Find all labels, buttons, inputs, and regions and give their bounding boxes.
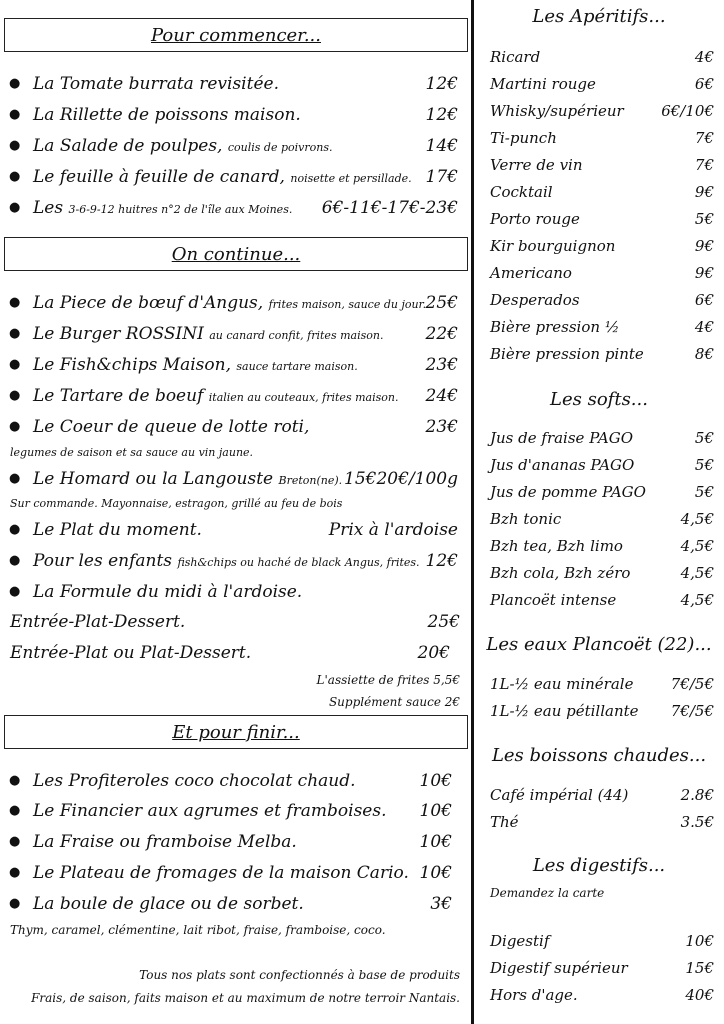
item-name: Le Homard ou la Langouste: [33, 469, 274, 489]
dessert-item: [0, 767, 462, 795]
item-price: 25€: [425, 293, 458, 313]
item-price: 22€: [425, 324, 458, 344]
section-mains-title: On continue...: [4, 237, 468, 271]
item-name: La boule de glace ou de sorbet.: [33, 894, 304, 914]
bullet-icon: ●: [9, 803, 21, 818]
formula-price: 20€: [417, 643, 450, 663]
drink-price: 5€: [694, 210, 714, 228]
main-item: [0, 578, 462, 606]
drink-price: 15€: [685, 959, 714, 977]
main-item: [0, 547, 462, 575]
bullet-icon: ●: [9, 138, 21, 153]
digestifs-note: Demandez la carte: [490, 886, 605, 900]
drink-price: 4,5€: [680, 564, 714, 582]
formula-row: [10, 612, 460, 638]
drink-name: Porto rouge: [490, 210, 580, 228]
drink-row: [490, 102, 714, 128]
main-item: [0, 289, 462, 317]
softs-title: Les softs...: [550, 389, 648, 410]
drink-price: 6€: [694, 291, 714, 309]
drink-row: [490, 48, 714, 74]
dessert-item: [0, 859, 462, 887]
item-price: 24€: [425, 386, 458, 406]
bullet-icon: ●: [9, 169, 21, 184]
drink-price: 4€: [694, 48, 714, 66]
formula-label: Entrée-Plat-Dessert.: [10, 612, 186, 632]
bullet-icon: ●: [9, 865, 21, 880]
drink-name: Jus de fraise PAGO: [490, 429, 634, 447]
drink-price: 5€: [694, 456, 714, 474]
formula-price: 25€: [427, 612, 460, 632]
dessert-item: [0, 890, 462, 918]
bullet-icon: ●: [9, 522, 21, 537]
drink-row: [490, 591, 714, 617]
item-note: sauce tartare maison.: [236, 360, 358, 373]
formula-label: Entrée-Plat ou Plat-Dessert.: [10, 643, 252, 663]
ice-flavors-note: Thym, caramel, clémentine, lait ribot, fraise, framboise, coco.: [10, 923, 386, 937]
bullet-icon: ●: [9, 419, 21, 434]
item-name: Le Tartare de boeuf: [33, 386, 204, 406]
item-price: 10€: [419, 801, 452, 821]
item-note: italien au couteaux, frites maison.: [208, 391, 399, 404]
item-name: La Salade de poulpes,: [33, 136, 223, 156]
starter-item: [0, 101, 462, 129]
drink-name: Hors d'age.: [490, 986, 578, 1004]
item-price: 17€: [425, 167, 458, 187]
item-name: Pour les enfants: [33, 551, 173, 571]
item-price: 6€-11€-17€-23€: [321, 198, 458, 218]
drink-row: [490, 264, 714, 290]
item-name: Le Burger ROSSINI: [33, 324, 204, 344]
drink-name: Verre de vin: [490, 156, 583, 174]
item-name: Les Profiteroles coco chocolat chaud.: [33, 771, 356, 791]
formula-row: [10, 643, 460, 669]
drink-price: 4,5€: [680, 510, 714, 528]
drink-row: [490, 210, 714, 236]
item-note: noisette et persillade.: [290, 172, 412, 185]
drink-row: [490, 959, 714, 985]
item-price: 10€: [419, 863, 452, 883]
item-name: La Formule du midi à l'ardoise.: [33, 582, 303, 602]
drink-price: 5€: [694, 429, 714, 447]
drink-price: 4,5€: [680, 591, 714, 609]
drink-price: 10€: [685, 932, 714, 950]
drink-name: Bière pression pinte: [490, 345, 644, 363]
bullet-icon: ●: [9, 76, 21, 91]
drink-row: [490, 932, 714, 958]
drink-row: [490, 183, 714, 209]
item-note: 3-6-9-12 huitres n°2 de l'île aux Moines.: [68, 203, 293, 216]
drink-row: [490, 564, 714, 590]
drink-name: Cocktail: [490, 183, 553, 201]
drink-row: [490, 510, 714, 536]
drink-name: Thé: [490, 813, 519, 831]
drink-row: [490, 345, 714, 371]
drink-price: 9€: [694, 183, 714, 201]
item-price: 10€: [419, 832, 452, 852]
item-name: Le Plat du moment.: [33, 520, 202, 540]
drink-row: [490, 986, 714, 1012]
starter-item: [0, 132, 462, 160]
dessert-item: [0, 828, 462, 856]
drink-price: 7€: [694, 156, 714, 174]
item-name: Le Fish&chips Maison,: [33, 355, 231, 375]
item-price: 23€: [425, 355, 458, 375]
item-price: 3€: [430, 894, 452, 914]
hot-drinks-title: Les boissons chaudes...: [491, 745, 707, 766]
item-price: 14€: [425, 136, 458, 156]
starter-item: [0, 163, 462, 191]
bullet-icon: ●: [9, 388, 21, 403]
drink-row: [490, 156, 714, 182]
bullet-icon: ●: [9, 773, 21, 788]
drink-name: Martini rouge: [490, 75, 596, 93]
drink-name: 1L-½ eau minérale: [490, 675, 634, 693]
bullet-icon: ●: [9, 326, 21, 341]
bullet-icon: ●: [9, 295, 21, 310]
dessert-item: [0, 797, 462, 825]
drink-price: 6€: [694, 75, 714, 93]
item-note: fish&chips ou haché de black Angus, frites.: [177, 556, 420, 569]
digestifs-title: Les digestifs...: [532, 855, 666, 876]
drink-name: 1L-½ eau pétillante: [490, 702, 639, 720]
drink-price: 7€/5€: [670, 675, 714, 693]
drink-row: [490, 75, 714, 101]
drink-name: Ricard: [490, 48, 541, 66]
drink-name: Digestif supérieur: [490, 959, 628, 977]
bullet-icon: ●: [9, 584, 21, 599]
bullet-icon: ●: [9, 553, 21, 568]
item-name: Le feuille à feuille de canard,: [33, 167, 285, 187]
drink-name: Americano: [490, 264, 572, 282]
drink-name: Kir bourguignon: [490, 237, 616, 255]
drink-price: 4,5€: [680, 537, 714, 555]
bullet-icon: ●: [9, 834, 21, 849]
item-price: 12€: [425, 74, 458, 94]
drink-price: 8€: [694, 345, 714, 363]
fries-note: L'assiette de frites 5,5€: [316, 673, 460, 687]
footer-line-1: Tous nos plats sont confectionnés à base de produits: [139, 968, 460, 982]
item-name: Le Coeur de queue de lotte roti,: [33, 417, 310, 437]
drink-row: [490, 813, 714, 839]
section-starters-title: Pour commencer...: [4, 18, 468, 52]
drink-price: 6€/10€: [661, 102, 714, 120]
drink-name: Bzh tea, Bzh limo: [490, 537, 623, 555]
main-item: [0, 351, 462, 379]
sauce-note: Supplément sauce 2€: [328, 695, 460, 709]
drink-price: 9€: [694, 264, 714, 282]
drink-price: 2.8€: [680, 786, 714, 804]
drink-price: 7€/5€: [670, 702, 714, 720]
drink-row: [490, 483, 714, 509]
drink-row: [490, 429, 714, 455]
item-price: 10€: [419, 771, 452, 791]
main-item: [0, 413, 462, 441]
drink-name: Bière pression ½: [490, 318, 620, 336]
drink-name: Jus de pomme PAGO: [490, 483, 646, 501]
drink-name: Desperados: [490, 291, 580, 309]
drinks-column: [474, 0, 724, 1024]
item-name: Les: [33, 198, 64, 218]
item-name: La Piece de bœuf d'Angus,: [33, 293, 264, 313]
drink-price: 5€: [694, 483, 714, 501]
drink-name: Plancoët intense: [490, 591, 617, 609]
drink-price: 4€: [694, 318, 714, 336]
bullet-icon: ●: [9, 471, 21, 486]
drink-row: [490, 237, 714, 263]
item-price: Prix à l'ardoise: [328, 520, 458, 540]
item-name: Le Financier aux agrumes et framboises.: [33, 801, 387, 821]
starter-item: [0, 70, 462, 98]
drink-row: [490, 786, 714, 812]
item-name: Le Plateau de fromages de la maison Cario.: [33, 863, 409, 883]
item-price: 12€: [425, 105, 458, 125]
drink-name: Whisky/supérieur: [490, 102, 624, 120]
item-price: 23€: [425, 417, 458, 437]
main-item: [0, 516, 462, 544]
section-desserts-title: Et pour finir...: [4, 715, 468, 749]
drink-price: 3.5€: [680, 813, 714, 831]
drink-row: [490, 129, 714, 155]
drink-name: Bzh cola, Bzh zéro: [490, 564, 631, 582]
bullet-icon: ●: [9, 357, 21, 372]
drink-name: Café impérial (44): [490, 786, 629, 804]
drink-row: [490, 456, 714, 482]
lotte-sub-note: legumes de saison et sa sauce au vin jaune.: [10, 446, 254, 459]
drink-price: 7€: [694, 129, 714, 147]
item-note: frites maison, sauce du jour.: [268, 298, 427, 311]
item-name: La Rillette de poissons maison.: [33, 105, 301, 125]
drink-name: Bzh tonic: [490, 510, 562, 528]
drink-row: [490, 675, 714, 701]
drink-price: 40€: [685, 986, 714, 1004]
item-note: au canard confit, frites maison.: [209, 329, 384, 342]
main-item: [0, 382, 462, 410]
item-price: 15€20€/100g: [344, 469, 458, 489]
drink-row: [490, 702, 714, 728]
drink-row: [490, 318, 714, 344]
item-name: La Tomate burrata revisitée.: [33, 74, 279, 94]
item-price: 12€: [425, 551, 458, 571]
homard-sub-note: Sur commande. Mayonnaise, estragon, grillé au feu de bois: [10, 497, 343, 510]
starter-item: [0, 194, 462, 222]
drink-price: 9€: [694, 237, 714, 255]
drink-name: Jus d'ananas PAGO: [490, 456, 635, 474]
drink-name: Ti-punch: [490, 129, 557, 147]
drink-name: Digestif: [490, 932, 550, 950]
waters-title: Les eaux Plancoët (22)...: [486, 634, 712, 655]
main-item: [0, 320, 462, 348]
main-item: [0, 465, 462, 493]
item-note: Breton(ne).: [278, 474, 343, 487]
bullet-icon: ●: [9, 200, 21, 215]
bullet-icon: ●: [9, 896, 21, 911]
item-name: La Fraise ou framboise Melba.: [33, 832, 297, 852]
footer-line-2: Frais, de saison, faits maison et au maximum de notre terroir Nantais.: [31, 991, 460, 1005]
aperitifs-title: Les Apéritifs...: [532, 6, 666, 27]
drink-row: [490, 291, 714, 317]
item-note: coulis de poivrons.: [227, 141, 333, 154]
bullet-icon: ●: [9, 107, 21, 122]
drink-row: [490, 537, 714, 563]
